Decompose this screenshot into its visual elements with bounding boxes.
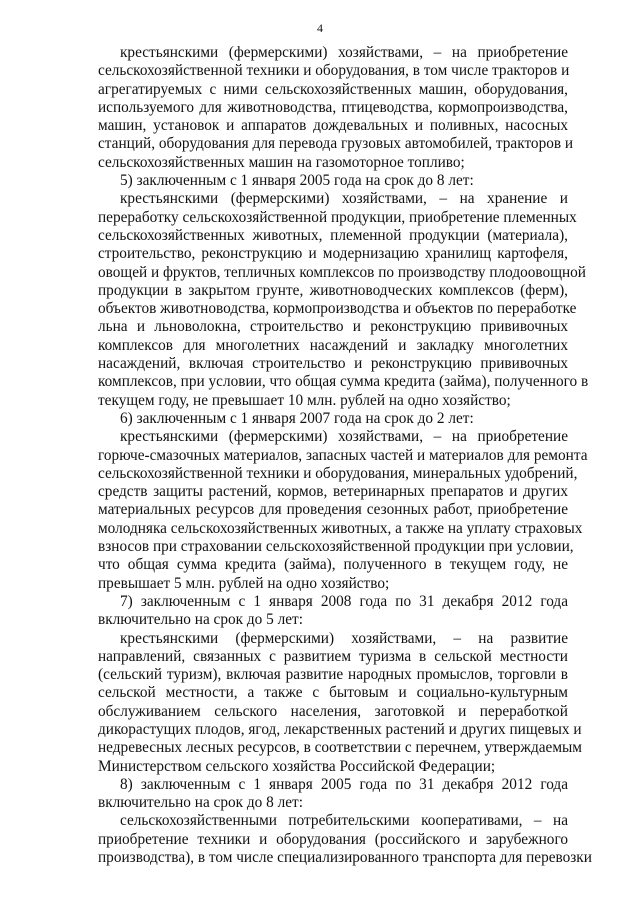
text-line: (сельский туризм), включая развитие народных промыслов, торговли в	[98, 666, 568, 684]
text-line: производства), в том числе специализированного транспорта для перевозки	[98, 849, 592, 867]
text-line: недревесных лесных ресурсов, в соответствии с перечнем, утверждаемым	[98, 739, 582, 757]
text-line: машин, установок и аппаратов дождевальных и поливных, насосных	[98, 117, 568, 135]
text-line: сельскохозяйственных животных, племенной продукции (материала),	[98, 226, 568, 244]
text-line: комплексов, при условии, что общая сумма кредита (займа), полученного в	[98, 373, 589, 391]
text-line: средств защиты растений, кормов, ветеринарных препаратов и других	[98, 483, 568, 501]
text-line: 5) заключенным с 1 января 2005 года на срок до 8 лет:	[120, 172, 474, 190]
text-line: станций, оборудования для перевода грузовых автомобилей, тракторов и	[98, 135, 574, 153]
text-line: включительно на срок до 5 лет:	[98, 611, 303, 629]
text-line: крестьянскими (фермерскими) хозяйствами, – на развитие	[120, 629, 568, 647]
text-line: Министерством сельского хозяйства Российской Федерации;	[98, 757, 496, 775]
text-line: используемого для животноводства, птицеводства, кормопроизводства,	[98, 98, 568, 116]
text-line: материальных ресурсов для проведения сезонных работ, приобретение	[98, 501, 568, 519]
text-line: горюче-смазочных материалов, запасных частей и материалов для ремонта	[98, 446, 588, 464]
text-line: крестьянскими (фермерскими) хозяйствами, – на хранение и	[120, 190, 568, 208]
text-line: 8) заключенным с 1 января 2005 года по 31 декабря 2012 года	[120, 775, 568, 793]
text-line: крестьянскими (фермерскими) хозяйствами, – на приобретение	[120, 44, 568, 61]
page-number: 4	[317, 21, 323, 35]
text-line: агрегатируемых с ними сельскохозяйственных машин, оборудования,	[98, 80, 568, 98]
text-line: превышает 5 млн. рублей на одно хозяйство;	[98, 574, 390, 592]
text-line: объектов животноводства, кормопроизводства и объектов по переработке	[98, 300, 577, 318]
text-line: сельскохозяйственной техники и оборудования, минеральных удобрений,	[98, 464, 578, 482]
document-body	[98, 44, 592, 867]
text-line: что общая сумма кредита (займа), полученного в текущем году, не	[98, 556, 568, 574]
text-line: молодняка сельскохозяйственных животных, а также на уплату страховых	[98, 519, 583, 537]
text-line: строительство, реконструкцию и модернизацию хранилищ картофеля,	[98, 245, 568, 263]
text-line: крестьянскими (фермерскими) хозяйствами, – на приобретение	[120, 428, 568, 446]
text-line: взносов при страховании сельскохозяйственной продукции при условии,	[98, 538, 574, 556]
text-line: сельскохозяйственными потребительскими кооперативами, – на	[120, 812, 568, 830]
text-line: сельскохозяйственной техники и оборудования, в том числе тракторов и	[98, 62, 570, 80]
text-line: 7) заключенным с 1 января 2008 года по 31 декабря 2012 года	[120, 592, 568, 610]
text-line: 6) заключенным с 1 января 2007 года на срок до 2 лет:	[120, 409, 474, 427]
text-line: приобретение техники и оборудования (российского и зарубежного	[98, 830, 568, 848]
text-line: овощей и фруктов, тепличных комплексов по производству плодоовощной	[98, 263, 586, 281]
text-line: сельской местности, а также с бытовым и социально-культурным	[98, 684, 568, 702]
text-line: дикорастущих плодов, ягод, лекарственных растений и других пищевых и	[98, 720, 582, 738]
text-line: продукции в закрытом грунте, животноводческих комплексов (ферм),	[98, 281, 568, 299]
text-line: переработку сельскохозяйственной продукции, приобретение племенных	[98, 208, 577, 226]
text-line: насаждений, включая строительство и реконструкцию прививочных	[98, 355, 568, 373]
text-line: льна и льноволокна, строительство и реконструкцию прививочных	[98, 318, 568, 336]
text-line: обслуживанием сельского населения, заготовкой и переработкой	[98, 702, 568, 720]
text-line: сельскохозяйственных машин на газомоторное топливо;	[98, 153, 465, 171]
text-line: включительно на срок до 8 лет:	[98, 794, 303, 812]
text-line: комплексов для многолетних насаждений и закладку многолетних	[98, 336, 568, 354]
text-line: направлений, связанных с развитием туризма в сельской местности	[98, 647, 568, 665]
text-line: текущем году, не превышает 10 млн. рублей на одно хозяйство;	[98, 391, 511, 409]
